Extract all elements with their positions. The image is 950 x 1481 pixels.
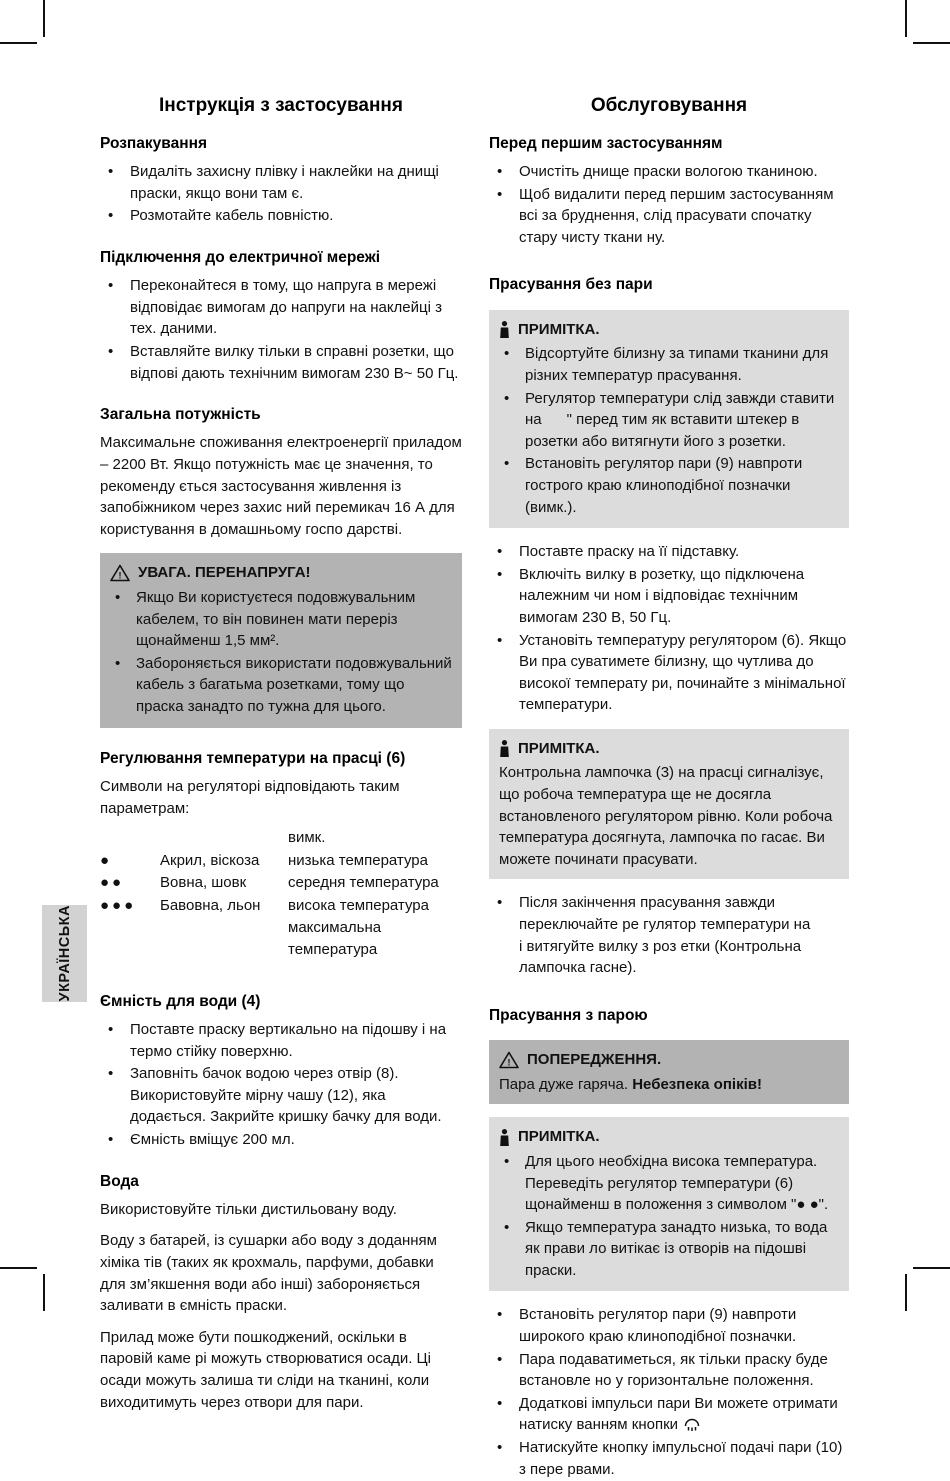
section-heading-power: Загальна потужність <box>100 406 261 424</box>
crop-mark <box>43 1274 45 1311</box>
dial-symbol: ●●● <box>100 896 137 914</box>
list-item <box>489 564 849 629</box>
list-item <box>100 161 462 204</box>
list-item <box>489 1304 849 1347</box>
info-i-icon <box>499 321 510 338</box>
section-heading-water: Вода <box>100 1172 139 1190</box>
list-item-text: Щоб видалити перед першим застосуванням всі за бруднення, слід прасувати спочатку стару чисту ткани ну. <box>519 185 834 246</box>
warning-box-title-row <box>110 562 452 584</box>
crop-mark <box>905 0 907 37</box>
list-item <box>100 275 462 340</box>
section-heading-tank: Ємність для води (4) <box>100 992 261 1010</box>
list-item <box>499 343 839 386</box>
note-box <box>489 729 849 880</box>
temperature-cell: висока температура <box>288 896 429 914</box>
list-item <box>489 161 849 183</box>
list-item <box>499 1217 839 1282</box>
paragraph: Прилад може бути пошкоджений, оскільки в паровій каме рі можуть створюватися осади. Ці осади можуть залиша ти сліди на тканині, коли виходитимуть через отвори для пари. <box>100 1328 431 1411</box>
list-item-text: Відсортуйте білизну за типами тканини для різних температур прасування. <box>525 345 829 384</box>
note-box-title: ПРИМІТКА. <box>518 1128 600 1146</box>
temperature-cell: середня температура <box>288 874 439 892</box>
list-item <box>100 205 462 227</box>
list-item <box>489 1437 849 1480</box>
bullet-list <box>100 1019 462 1151</box>
list-item-text: Після закінчення прасування завжди переключайте ре гулятор температури на і витягуйте вилку з роз етки (Контрольна лампочка гасне). <box>519 894 844 977</box>
crop-mark <box>913 1267 950 1269</box>
temperature-cell: низька температура <box>288 851 428 869</box>
fabric-cell <box>160 827 288 849</box>
section-heading-steam-ironing: Прасування з парою <box>489 1006 648 1024</box>
warning-text: Пара дуже гаряча. <box>499 1075 633 1093</box>
fabric-cell <box>160 917 288 960</box>
table-row <box>100 827 462 849</box>
table-row <box>100 850 462 872</box>
left-column <box>100 95 462 1418</box>
list-item <box>489 1349 849 1392</box>
bullet-list <box>100 161 462 227</box>
note-box-title: ПРИМІТКА. <box>518 320 600 338</box>
table-row <box>100 917 462 960</box>
warning-box-steam <box>489 1040 849 1104</box>
paragraph: Воду з батарей, із сушарки або воду з доданням хіміка тів (таких як крохмаль, парфуми, добавки для зм’якшення води або інші) забороняється заливати в ємність праски. <box>100 1232 437 1315</box>
list-item-text: Натискуйте кнопку імпульсної подачі пари (10) з пере рвами. <box>519 1439 843 1478</box>
fabric-cell: Бавовна, льон <box>160 896 261 914</box>
warning-text-bold: Небезпека опіків! <box>632 1075 762 1093</box>
note-box-title-row <box>499 1126 839 1148</box>
list-item <box>499 1151 839 1216</box>
list-item-text: Якщо Ви користуєтеся подовжувальним кабелем, то він повинен мати переріз щонайменш 1,5 мм². <box>136 589 416 650</box>
list-item <box>100 1019 462 1062</box>
temperature-cell: максимальна температура <box>288 919 382 959</box>
section-heading-first-use: Перед першим застосуванням <box>489 134 723 152</box>
list-item <box>499 453 839 518</box>
list-item <box>100 1129 462 1151</box>
warning-box-overvoltage <box>100 553 462 727</box>
section-heading-temperature: Регулювання температури на прасці (6) <box>100 749 406 767</box>
dial-symbol <box>100 917 160 960</box>
list-item-text: Поставте праску на її підставку. <box>519 543 740 561</box>
warning-box-title: УВАГА. ПЕРЕНАПРУГА! <box>138 564 311 582</box>
fabric-cell: Акрил, віскоза <box>160 851 260 869</box>
info-i-icon <box>499 740 510 757</box>
note-box-title: ПРИМІТКА. <box>518 739 600 757</box>
list-item-text: Регулятор температури слід завжди ставити на " перед тим як вставити штекер в розетки або витягнути його з розетки. <box>525 389 835 450</box>
list-item <box>489 184 849 249</box>
dial-symbol: ● <box>100 851 113 869</box>
fabric-cell: Вовна, шовк <box>160 874 247 892</box>
svg-text:!: ! <box>118 570 122 581</box>
list-item-text: Вставляйте вилку тільки в справні розетки, що відпові дають технічним вимогам 230 В~ 50 Гц. <box>130 342 459 382</box>
bullet-list <box>489 1304 849 1480</box>
list-item-text: Встановіть регулятор пари (9) навпроти широкого краю клиноподібної позначки. <box>519 1306 797 1346</box>
paragraph: Максимальне споживання електроенергії приладом – 2200 Вт. Якщо потужність має це значення, то рекоменду ється застосування живлення із запобіжником через захис ний перемикач 16 А для користування в домашньому госпо дарстві. <box>100 434 462 538</box>
list-item-text: Поставте праску вертикально на підошву і на термо стійку поверхню. <box>130 1020 447 1060</box>
bullet-list <box>100 275 462 384</box>
svg-text:!: ! <box>507 1057 511 1068</box>
list-item-text: Ємність вміщує 200 мл. <box>130 1130 295 1148</box>
list-item <box>489 541 849 563</box>
warning-box-title-row <box>499 1049 839 1071</box>
list-item-text: Включіть вилку в розетку, що підключена належним чи ном і відповідає технічним вимогам 230 В, 50 Гц. <box>519 565 805 626</box>
list-item <box>489 630 849 716</box>
list-item-text: Пара подаватиметься, як тільки праску буде встановле но у горизонтальне положення. <box>519 1350 828 1390</box>
steam-burst-icon <box>683 1416 701 1432</box>
list-item <box>100 1063 462 1128</box>
note-box-body: Контрольна лампочка (3) на прасці сигналізує, що робоча температура ще не досягла встановленого регулятором рівню. Коли робоча температура досягнута, лампочка по гасає. Ви можете починати прасувати. <box>499 764 833 868</box>
note-box <box>489 310 849 528</box>
list-item-text: Забороняється використати подовжувальний кабель з багатьма розетками, тому що праска занадто по тужна для цього. <box>136 654 452 716</box>
crop-mark <box>913 42 950 44</box>
page-title-left: Інструкція з застосування <box>158 95 403 116</box>
language-tab <box>42 905 87 1002</box>
list-item-text: Видаліть захисну плівку і наклейки на днищі праски, якщо вони там є. <box>130 163 439 202</box>
list-item <box>110 653 452 718</box>
list-item <box>489 1393 849 1436</box>
warning-triangle-icon <box>499 1051 519 1069</box>
language-tab-label: УКРАЇНСЬКА <box>56 905 73 1002</box>
list-item <box>110 587 452 652</box>
info-i-icon <box>499 1129 510 1146</box>
section-heading-dry-ironing: Прасування без пари <box>489 276 653 294</box>
crop-mark <box>905 1274 907 1311</box>
list-item <box>499 388 839 453</box>
warning-triangle-icon <box>110 564 130 582</box>
note-box-title-row <box>499 319 839 341</box>
paragraph: Використовуйте тільки дистильовану воду. <box>100 1200 397 1218</box>
temperature-cell: вимк. <box>288 829 326 847</box>
paragraph: Символи на регуляторі відповідають таким параметрам: <box>100 777 400 817</box>
bullet-list <box>489 161 849 248</box>
temperature-table <box>100 827 462 961</box>
crop-mark <box>0 1267 37 1269</box>
list-item-text: Додаткові імпульси пари Ви можете отримати натиску ванням кнопки <box>519 1394 838 1434</box>
list-item-text: Розмотайте кабель повністю. <box>130 207 334 225</box>
dial-symbol: ●● <box>100 874 125 892</box>
page-title-right: Обслуговування <box>590 95 748 116</box>
list-item-text: Очистіть днище праски вологою тканиною. <box>519 163 818 181</box>
note-box-title-row <box>499 738 839 760</box>
right-column <box>489 95 849 1481</box>
list-item-text: Установіть температуру регулятором (6). Якщо Ви пра суватимете білизну, що чутлива до високої температу ри, починайте з мінімальної температури. <box>519 631 847 714</box>
list-item <box>100 341 462 384</box>
bullet-list <box>489 541 849 716</box>
list-item-text: Заповніть бачок водою через отвір (8). Використовуйте мірну чашу (12), яка додається. Закрийте кришку бачку для води. <box>130 1065 442 1126</box>
warning-box-body <box>499 1074 839 1096</box>
list-item-text: Переконайтеся в тому, що напруга в мережі відповідає вимогам до напруги на наклейці з тех. даними. <box>130 277 442 338</box>
list-item-text: Встановіть регулятор пари (9) навпроти гострого краю клиноподібної позначки (вимк.). <box>525 455 803 516</box>
dial-symbol <box>100 827 160 849</box>
table-row <box>100 872 462 894</box>
warning-box-title: ПОПЕРЕДЖЕННЯ. <box>527 1051 662 1069</box>
list-item-text: Якщо температура занадто низька, то вода як прави ло витікає із отворів на підошві праски. <box>525 1218 828 1279</box>
crop-mark <box>0 42 37 44</box>
section-heading-mains: Підключення до електричної мережі <box>100 248 381 266</box>
table-row <box>100 895 462 917</box>
list-item <box>489 892 849 978</box>
list-item-text: Для цього необхідна висока температура. Переведіть регулятор температури (6) щонайменш в положення з символом "● ●". <box>525 1152 829 1214</box>
section-heading-unpacking: Розпакування <box>100 134 207 152</box>
note-box <box>489 1117 849 1291</box>
crop-mark <box>43 0 45 37</box>
